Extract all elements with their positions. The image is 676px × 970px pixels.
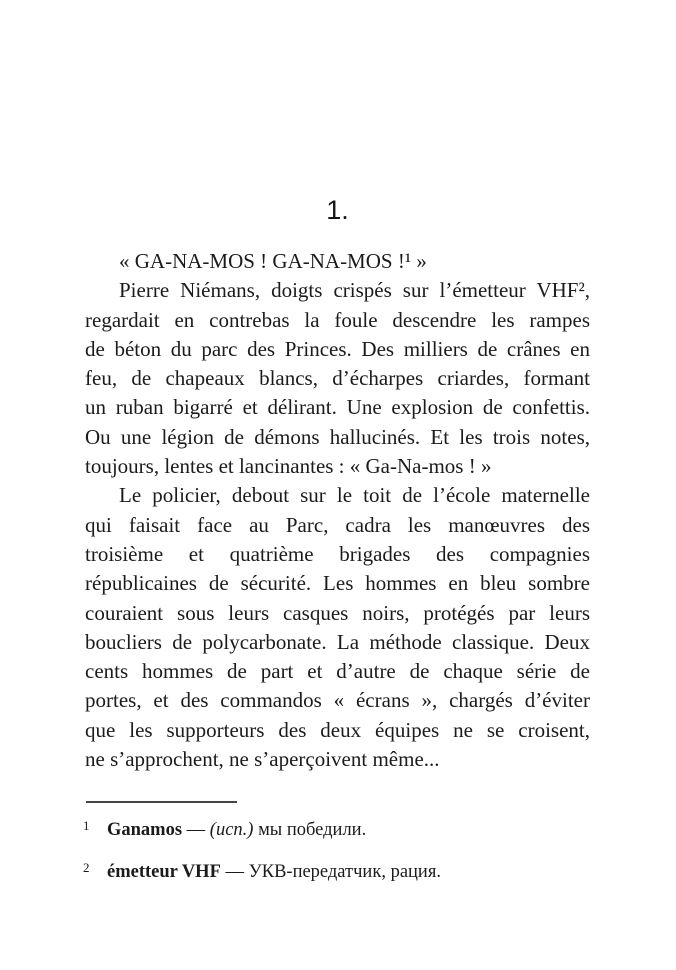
footnote-1-language-note: (исп.) bbox=[209, 820, 254, 841]
body-line: troisième et quatrième brigades des compagnies bbox=[85, 541, 590, 566]
body-line: Le policier, debout sur le toit de l’école maternelle bbox=[119, 483, 590, 508]
body-line: « GA-NA-MOS ! GA-NA-MOS !¹ » bbox=[119, 249, 427, 273]
footnote-2 bbox=[83, 856, 616, 884]
footnote-1-term: Ganamos bbox=[107, 820, 183, 841]
body-line: que les supporteurs des deux équipes ne se croisent, bbox=[85, 717, 590, 742]
body-line: de béton du parc des Princes. Des milliers de crânes en bbox=[85, 336, 590, 361]
body-line: Ou une légion de démons hallucinés. Et les trois notes, bbox=[85, 424, 590, 449]
paragraph bbox=[85, 276, 590, 481]
body-line: Pierre Niémans, doigts crispés sur l’émetteur VHF², bbox=[119, 278, 590, 303]
footnotes-block bbox=[83, 814, 616, 884]
footnote-2-number[interactable]: 2 bbox=[83, 860, 90, 876]
body-line: un ruban bigarré et délirant. Une explosion de confettis. bbox=[85, 395, 590, 420]
body-line: toujours, lentes et lancinantes : « Ga-Na-mos ! » bbox=[85, 454, 492, 479]
body-line: cents hommes de part et d’autre de chaque série de bbox=[85, 659, 590, 684]
chapter-heading: 1. bbox=[326, 195, 349, 225]
body-line: feu, de chapeaux blancs, d’écharpes criardes, formant bbox=[85, 366, 590, 391]
paragraph bbox=[85, 481, 590, 774]
footnote-1-text bbox=[107, 820, 366, 840]
body-line: portes, et des commandos « écrans », chargés d’éviter bbox=[85, 688, 590, 713]
paragraph bbox=[85, 247, 590, 276]
body-line: regardait en contrebas la foule descendre les rampes bbox=[85, 307, 590, 332]
footnote-separator bbox=[86, 801, 237, 803]
body-line: républicaines de sécurité. Les hommes en bleu sombre bbox=[85, 571, 590, 596]
footnote-2-text bbox=[107, 862, 441, 882]
footnote-2-translation: УКВ-передатчик, рация. bbox=[248, 862, 441, 883]
footnote-1-translation: мы победили. bbox=[253, 820, 367, 841]
body-line: boucliers de polycarbonate. La méthode classique. Deux bbox=[85, 629, 590, 654]
footnote-2-term: émetteur VHF bbox=[107, 862, 221, 883]
footnote-1-dash: — bbox=[182, 820, 210, 841]
footnote-1-number[interactable]: 1 bbox=[83, 818, 90, 834]
footnote-1 bbox=[83, 814, 616, 842]
body-line: qui faisait face au Parc, cadra les manœuvres des bbox=[85, 512, 590, 537]
footnote-2-dash: — bbox=[220, 862, 249, 883]
body-text bbox=[85, 247, 590, 774]
body-line: ne s’approchent, ne s’aperçoivent même... bbox=[85, 747, 440, 772]
body-line: couraient sous leurs casques noirs, protégés par leurs bbox=[85, 600, 590, 625]
